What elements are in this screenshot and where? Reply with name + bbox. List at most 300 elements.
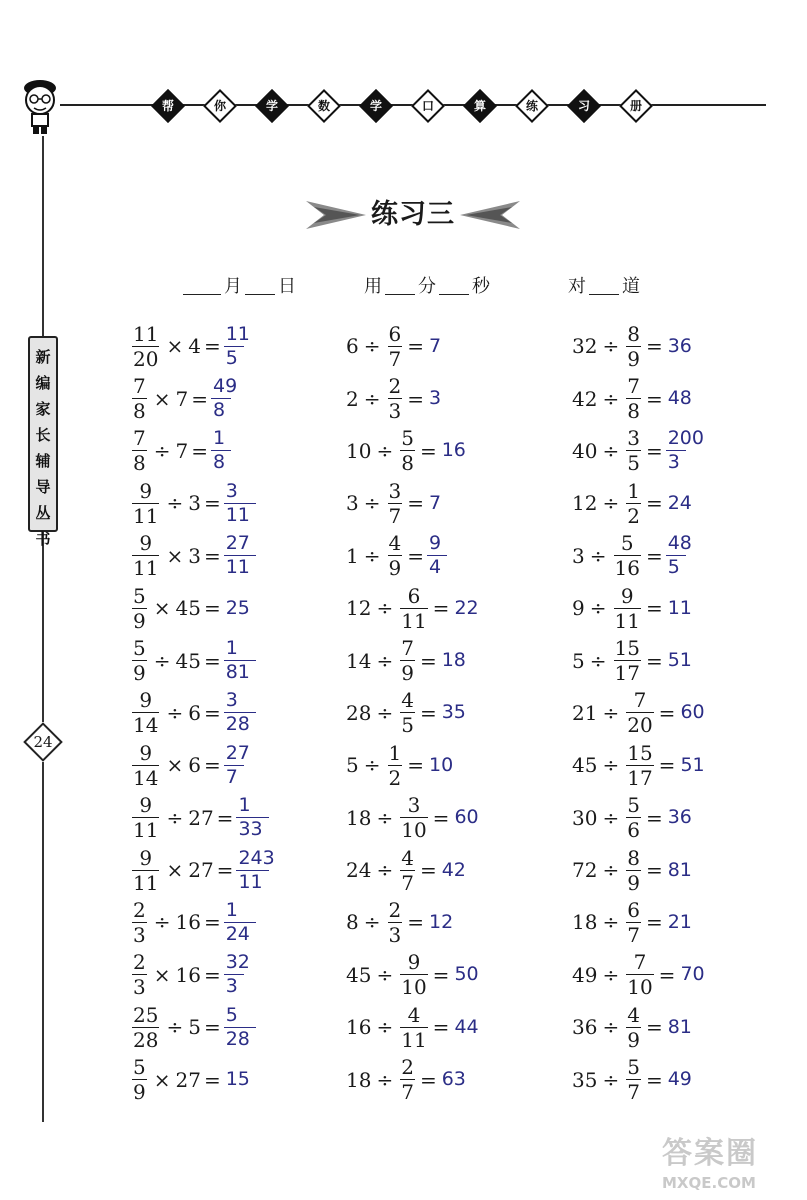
answer-denominator: 5 (224, 346, 244, 368)
operand-b-fraction (400, 950, 427, 1000)
header-diamond (150, 88, 186, 124)
operand-b-fraction (400, 426, 415, 476)
numerator: 3 (407, 793, 421, 818)
handwritten-answer-fraction[interactable] (211, 429, 231, 472)
problem-row (572, 739, 710, 791)
numerator: 2 (401, 1055, 414, 1080)
handwritten-answer[interactable]: 15 (225, 1068, 250, 1091)
answer-denominator: 11 (236, 870, 268, 892)
answer-denominator: 11 (224, 555, 256, 577)
mascot-icon (16, 78, 64, 136)
problem-row (572, 896, 710, 948)
numerator: 5 (133, 583, 146, 608)
problem-row (130, 896, 281, 948)
answer-numerator: 49 (213, 375, 238, 398)
operator: ÷ (376, 438, 394, 463)
equals-sign: = (203, 543, 221, 568)
operand-a-fraction (132, 426, 147, 476)
handwritten-answer[interactable]: 35 (441, 701, 466, 724)
header-char: 学 (369, 99, 382, 113)
operand-b-number: 27 (175, 1067, 201, 1092)
operator: ÷ (602, 910, 620, 935)
operator: ÷ (153, 648, 171, 673)
numerator: 4 (401, 845, 414, 870)
numerator: 9 (139, 740, 153, 765)
operand-a-number: 72 (572, 858, 598, 883)
equals-sign: = (432, 805, 450, 830)
equals-sign: = (645, 334, 663, 359)
handwritten-answer[interactable]: 81 (667, 1015, 692, 1038)
problem-row (572, 949, 710, 1001)
problem-row (346, 792, 479, 844)
denominator: 9 (388, 556, 402, 581)
operand-b-number: 27 (188, 858, 214, 883)
equals-sign: = (419, 438, 437, 463)
operand-a-number: 36 (572, 1015, 598, 1040)
handwritten-answer-fraction[interactable] (211, 377, 243, 420)
numerator: 7 (401, 636, 414, 661)
watermark-url: MXQE.COM (662, 1174, 756, 1192)
operand-a-number: 2 (346, 386, 359, 411)
operator: ÷ (589, 543, 607, 568)
denominator: 11 (133, 556, 159, 581)
handwritten-answer-fraction[interactable] (224, 534, 256, 577)
operand-b-fraction (626, 426, 641, 476)
answer-denominator: 28 (224, 1027, 256, 1049)
operand-a-fraction (132, 1002, 159, 1052)
handwritten-answer[interactable]: 50 (454, 963, 479, 986)
series-char: 家 (35, 400, 51, 418)
operator: ÷ (166, 491, 184, 516)
handwritten-answer-fraction[interactable] (224, 898, 256, 945)
handwritten-answer-fraction[interactable] (224, 691, 256, 734)
numerator: 15 (614, 636, 640, 661)
equals-sign: = (203, 648, 221, 673)
correct-label: 对 (568, 276, 586, 297)
operand-b-fraction (626, 950, 653, 1000)
problem-row (572, 320, 710, 372)
problem-row (346, 844, 479, 896)
operator: ÷ (363, 334, 381, 359)
header-diamond (462, 88, 498, 124)
denominator: 28 (133, 1027, 159, 1052)
handwritten-answer-fraction[interactable] (666, 429, 710, 472)
header-char: 算 (473, 99, 486, 113)
handwritten-answer[interactable]: 22 (454, 596, 479, 619)
operand-b-fraction (626, 793, 641, 843)
operand-a-number: 12 (346, 596, 372, 621)
header-diamond (306, 88, 342, 124)
handwritten-answer-fraction[interactable] (236, 846, 280, 893)
numerator: 1 (627, 478, 640, 503)
numerator: 3 (627, 426, 640, 451)
handwritten-answer[interactable]: 44 (454, 1015, 479, 1038)
handwritten-answer-fraction[interactable] (666, 534, 698, 577)
equals-sign: = (645, 1067, 663, 1092)
problem-row (346, 739, 479, 791)
operator: × (166, 753, 184, 778)
page-number-badge (20, 722, 66, 762)
numerator: 9 (407, 950, 421, 975)
minute-label: 分 (418, 276, 436, 297)
answer-denominator: 33 (236, 817, 268, 839)
equals-sign: = (432, 962, 450, 987)
handwritten-answer[interactable]: 7 (429, 491, 442, 514)
operand-b-fraction (400, 688, 415, 738)
operator: ÷ (153, 910, 171, 935)
numerator: 25 (133, 1002, 159, 1027)
handwritten-answer[interactable]: 42 (441, 858, 466, 881)
operand-b-number: 5 (188, 1015, 201, 1040)
header-diamond (202, 88, 238, 124)
operand-b-fraction (626, 1055, 641, 1105)
month-blank[interactable] (183, 276, 221, 295)
numerator: 3 (388, 478, 402, 503)
series-char: 新 (35, 348, 51, 366)
answer-denominator: 3 (224, 974, 244, 996)
operator: ÷ (602, 805, 620, 830)
record-date (180, 272, 296, 298)
page-number: 24 (33, 733, 53, 751)
operand-a-number: 14 (346, 648, 372, 673)
numerator: 5 (133, 1055, 146, 1080)
handwritten-answer[interactable]: 51 (680, 753, 705, 776)
problem-row (572, 634, 710, 686)
problem-column-3 (572, 320, 710, 1106)
operator: ÷ (602, 962, 620, 987)
operand-a-fraction (132, 1055, 147, 1105)
numerator: 5 (627, 793, 640, 818)
operand-a-fraction (132, 321, 159, 371)
equals-sign: = (419, 858, 437, 883)
handwritten-answer[interactable]: 25 (225, 596, 250, 619)
problem-row (130, 844, 281, 896)
handwritten-answer[interactable]: 60 (680, 701, 705, 724)
answer-denominator: 7 (224, 765, 244, 787)
header-char: 口 (421, 99, 434, 113)
problem-row (572, 1001, 710, 1053)
problem-row (346, 582, 479, 634)
handwritten-answer[interactable]: 48 (667, 387, 692, 410)
handwritten-answer[interactable]: 63 (441, 1068, 466, 1091)
operand-a-number: 35 (572, 1067, 598, 1092)
handwritten-answer[interactable]: 16 (441, 439, 466, 462)
record-score (568, 272, 640, 298)
operand-a-fraction (132, 531, 159, 581)
numerator: 9 (620, 583, 634, 608)
operand-b-fraction (388, 321, 403, 371)
answer-numerator: 9 (429, 532, 442, 555)
problem-row (130, 530, 281, 582)
operator: ÷ (376, 1067, 394, 1092)
operand-b-fraction (400, 636, 415, 686)
problem-row (130, 477, 281, 529)
handwritten-answer-fraction[interactable] (427, 534, 447, 577)
numerator: 5 (401, 426, 414, 451)
operand-b-fraction (626, 321, 641, 371)
numerator: 9 (139, 478, 153, 503)
operand-a-number: 16 (346, 1015, 372, 1040)
numerator: 4 (407, 1002, 421, 1027)
operand-b-number: 6 (188, 753, 201, 778)
denominator: 7 (627, 922, 640, 947)
answer-numerator: 48 (667, 532, 692, 555)
equals-sign: = (203, 910, 221, 935)
problem-row (346, 687, 479, 739)
numerator: 4 (627, 1002, 640, 1027)
numerator: 5 (620, 531, 634, 556)
operator: ÷ (589, 648, 607, 673)
operand-b-number: 6 (188, 700, 201, 725)
equals-sign: = (645, 805, 663, 830)
operator: ÷ (589, 596, 607, 621)
header-diamond (618, 88, 654, 124)
denominator: 9 (133, 1080, 146, 1105)
header-char: 数 (317, 99, 330, 113)
numerator: 2 (133, 897, 146, 922)
series-label (28, 336, 58, 548)
handwritten-answer-fraction[interactable] (224, 741, 256, 788)
handwritten-answer[interactable]: 81 (667, 858, 692, 881)
numerator: 6 (627, 897, 640, 922)
second-blank[interactable] (439, 276, 469, 295)
denominator: 8 (133, 451, 146, 476)
numerator: 7 (133, 426, 146, 451)
header-diamond (566, 88, 602, 124)
equals-sign: = (645, 596, 663, 621)
answer-denominator: 3 (666, 450, 686, 472)
handwritten-answer[interactable]: 10 (429, 753, 454, 776)
header-char: 帮 (161, 99, 174, 113)
operator: × (166, 543, 184, 568)
answer-denominator: 5 (666, 555, 686, 577)
operator: ÷ (376, 596, 394, 621)
equals-sign: = (203, 1015, 221, 1040)
answer-denominator: 4 (427, 555, 447, 577)
operand-a-fraction (132, 636, 147, 686)
series-char: 丛 (35, 504, 51, 522)
denominator: 10 (401, 818, 427, 843)
operand-b-fraction (626, 478, 641, 528)
correct-blank[interactable] (589, 276, 619, 295)
operand-a-number: 21 (572, 700, 598, 725)
numerator: 2 (133, 950, 146, 975)
operand-a-fraction (132, 583, 147, 633)
handwritten-answer[interactable]: 36 (667, 334, 692, 357)
handwritten-answer-fraction[interactable] (224, 1003, 256, 1050)
equals-sign: = (645, 910, 663, 935)
handwritten-answer-fraction[interactable] (224, 639, 256, 682)
operator: ÷ (363, 753, 381, 778)
numerator: 5 (133, 636, 146, 661)
handwritten-answer[interactable]: 24 (667, 491, 692, 514)
problem-row (346, 372, 479, 424)
problem-row (572, 582, 710, 634)
problem-row (346, 425, 479, 477)
operand-b-number: 16 (175, 962, 201, 987)
problem-row (346, 1053, 479, 1105)
problem-row (130, 949, 281, 1001)
denominator: 11 (133, 503, 159, 528)
equals-sign: = (432, 596, 450, 621)
denominator: 20 (627, 713, 653, 738)
page-title: 练习三 (371, 199, 455, 230)
operator: ÷ (166, 805, 184, 830)
answer-numerator: 1 (213, 427, 226, 450)
answer-denominator: 24 (224, 922, 256, 944)
operand-b-fraction (614, 583, 641, 633)
operator: ÷ (602, 334, 620, 359)
denominator: 8 (133, 399, 146, 424)
denominator: 11 (133, 818, 159, 843)
operand-a-number: 5 (346, 753, 359, 778)
equals-sign: = (432, 1015, 450, 1040)
handwritten-answer[interactable]: 70 (680, 963, 705, 986)
operand-a-number: 12 (572, 491, 598, 516)
handwritten-answer-fraction[interactable] (236, 796, 268, 839)
handwritten-answer-fraction[interactable] (224, 322, 256, 369)
equals-sign: = (645, 1015, 663, 1040)
operator: × (153, 386, 171, 411)
series-char: 辅 (35, 452, 51, 470)
operator: × (153, 962, 171, 987)
operand-b-fraction (400, 845, 415, 895)
denominator: 6 (627, 818, 640, 843)
operand-a-number: 18 (346, 805, 372, 830)
denominator: 9 (627, 870, 640, 895)
operand-b-number: 4 (188, 334, 201, 359)
header-diamond (254, 88, 290, 124)
header-diamond (514, 88, 550, 124)
minute-blank[interactable] (385, 276, 415, 295)
operand-b-fraction (400, 1002, 427, 1052)
denominator: 17 (614, 661, 640, 686)
answer-numerator: 3 (225, 479, 238, 502)
denominator: 14 (133, 765, 159, 790)
operand-a-fraction (132, 688, 159, 738)
header-char: 习 (577, 99, 590, 113)
handwritten-answer[interactable]: 3 (429, 387, 442, 410)
handwritten-answer[interactable]: 21 (667, 910, 692, 933)
numerator: 8 (627, 845, 640, 870)
operand-a-number: 6 (346, 334, 359, 359)
problem-row (346, 320, 479, 372)
denominator: 9 (401, 661, 414, 686)
second-label: 秒 (472, 276, 490, 297)
handwritten-answer[interactable]: 18 (441, 649, 466, 672)
operator: × (166, 334, 184, 359)
problem-row (572, 425, 710, 477)
operand-a-fraction (132, 478, 159, 528)
numerator: 4 (401, 688, 414, 713)
operand-b-fraction (388, 478, 403, 528)
denominator: 11 (401, 1027, 427, 1052)
handwritten-answer[interactable]: 11 (667, 596, 692, 619)
denominator: 7 (627, 1080, 640, 1105)
problem-row (346, 949, 479, 1001)
problem-row (130, 1053, 281, 1105)
denominator: 2 (627, 503, 640, 528)
series-char: 编 (35, 374, 51, 392)
operator: ÷ (602, 1015, 620, 1040)
denominator: 11 (614, 608, 640, 633)
operator: ÷ (376, 1015, 394, 1040)
answer-numerator: 5 (225, 1003, 238, 1026)
equals-sign: = (645, 491, 663, 516)
count-label: 道 (622, 276, 640, 297)
series-char: 长 (35, 426, 51, 444)
equals-sign: = (645, 858, 663, 883)
operand-a-number: 30 (572, 805, 598, 830)
equals-sign: = (407, 386, 424, 411)
handwritten-answer[interactable]: 49 (667, 1068, 692, 1091)
denominator: 7 (388, 503, 402, 528)
operator: ÷ (363, 910, 381, 935)
operator: ÷ (376, 858, 394, 883)
denominator: 9 (627, 1027, 640, 1052)
numerator: 2 (388, 374, 402, 399)
operator: ÷ (153, 438, 171, 463)
operand-a-fraction (132, 845, 159, 895)
operator: ÷ (363, 491, 381, 516)
denominator: 10 (627, 975, 653, 1000)
handwritten-answer[interactable]: 51 (667, 649, 692, 672)
numerator: 4 (388, 531, 402, 556)
operand-b-number: 3 (188, 543, 201, 568)
equals-sign: = (407, 910, 424, 935)
operand-b-number: 45 (175, 596, 201, 621)
equals-sign: = (645, 543, 663, 568)
problem-row (572, 530, 710, 582)
handwritten-answer[interactable]: 36 (667, 806, 692, 829)
operand-a-number: 1 (346, 543, 359, 568)
equals-sign: = (419, 700, 437, 725)
answer-numerator: 27 (225, 741, 250, 764)
operator: ÷ (376, 962, 394, 987)
problem-row (346, 634, 479, 686)
handwritten-answer[interactable]: 7 (429, 334, 442, 357)
operand-b-fraction (400, 583, 427, 633)
operand-a-fraction (132, 740, 159, 790)
operand-b-number: 27 (188, 805, 214, 830)
numerator: 1 (388, 740, 402, 765)
equals-sign: = (191, 438, 208, 463)
equals-sign: = (658, 962, 676, 987)
month-label: 月 (224, 276, 242, 297)
denominator: 3 (388, 399, 402, 424)
handwritten-answer[interactable]: 60 (454, 806, 479, 829)
operand-b-fraction (614, 531, 641, 581)
equals-sign: = (407, 491, 424, 516)
problem-row (130, 320, 281, 372)
operand-a-number: 9 (572, 596, 585, 621)
day-blank[interactable] (245, 276, 275, 295)
handwritten-answer[interactable]: 12 (429, 910, 454, 933)
denominator: 3 (388, 922, 402, 947)
used-label: 用 (364, 276, 382, 297)
problem-row (572, 372, 710, 424)
numerator: 7 (633, 688, 647, 713)
numerator: 5 (627, 1055, 640, 1080)
equals-sign: = (203, 700, 221, 725)
operator: ÷ (376, 700, 394, 725)
watermark-logo: 答案圈 (662, 1136, 758, 1171)
equals-sign: = (203, 1067, 221, 1092)
handwritten-answer-fraction[interactable] (224, 953, 256, 996)
numerator: 8 (627, 321, 640, 346)
handwritten-answer-fraction[interactable] (224, 479, 256, 526)
operand-a-number: 45 (572, 753, 598, 778)
